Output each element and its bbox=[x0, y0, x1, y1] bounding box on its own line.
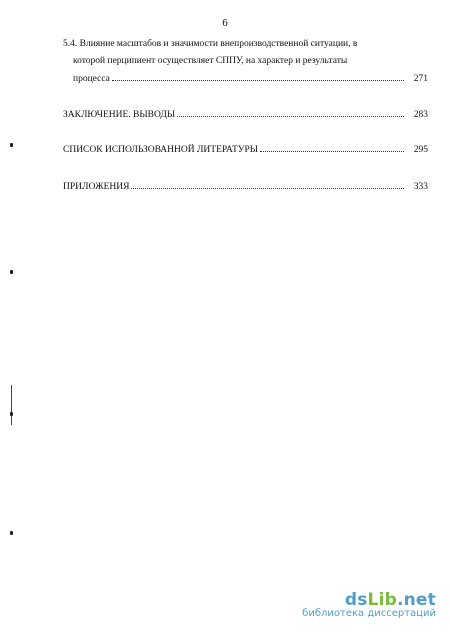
watermark bbox=[302, 590, 436, 619]
toc-title-conclusion: ЗАКЛЮЧЕНИЕ. ВЫВОДЫ bbox=[63, 110, 176, 120]
toc-entry-appendices bbox=[63, 180, 428, 193]
toc-leader-dots bbox=[260, 143, 404, 152]
toc-section-5-4-line3: процесса bbox=[73, 74, 110, 84]
toc-page-number: 271 bbox=[413, 74, 428, 84]
toc-section-5-4-line1: 5.4. Влияние масштабов и значимости внепроизводственной ситуации, в bbox=[63, 39, 358, 49]
toc-title-appendices: ПРИЛОЖЕНИЯ bbox=[63, 182, 130, 192]
toc-page-number: 333 bbox=[413, 182, 428, 192]
scan-line bbox=[11, 385, 12, 425]
toc-leader-dots bbox=[131, 180, 404, 189]
toc-entry-conclusion bbox=[63, 108, 428, 121]
scan-mark bbox=[10, 143, 13, 147]
toc-entry-references bbox=[63, 143, 428, 156]
scan-mark bbox=[10, 270, 13, 274]
toc-leader-dots bbox=[112, 72, 404, 81]
page-number: 6 bbox=[222, 17, 228, 29]
toc-entry-section-5-4 bbox=[73, 72, 428, 85]
watermark-logo: dsLib.net bbox=[344, 590, 436, 610]
toc-leader-dots bbox=[177, 108, 404, 117]
watermark-subtitle: библиотека диссертаций bbox=[302, 608, 436, 619]
scan-mark bbox=[10, 531, 13, 535]
toc-section-5-4-line2: которой перципиент осуществляет СППУ, на характер и результаты bbox=[73, 56, 348, 66]
toc-title-references: СПИСОК ИСПОЛЬЗОВАННОЙ ЛИТЕРАТУРЫ bbox=[63, 145, 259, 155]
scan-mark bbox=[10, 412, 13, 416]
toc-page-number: 295 bbox=[413, 145, 428, 155]
toc-page-number: 283 bbox=[413, 110, 428, 120]
